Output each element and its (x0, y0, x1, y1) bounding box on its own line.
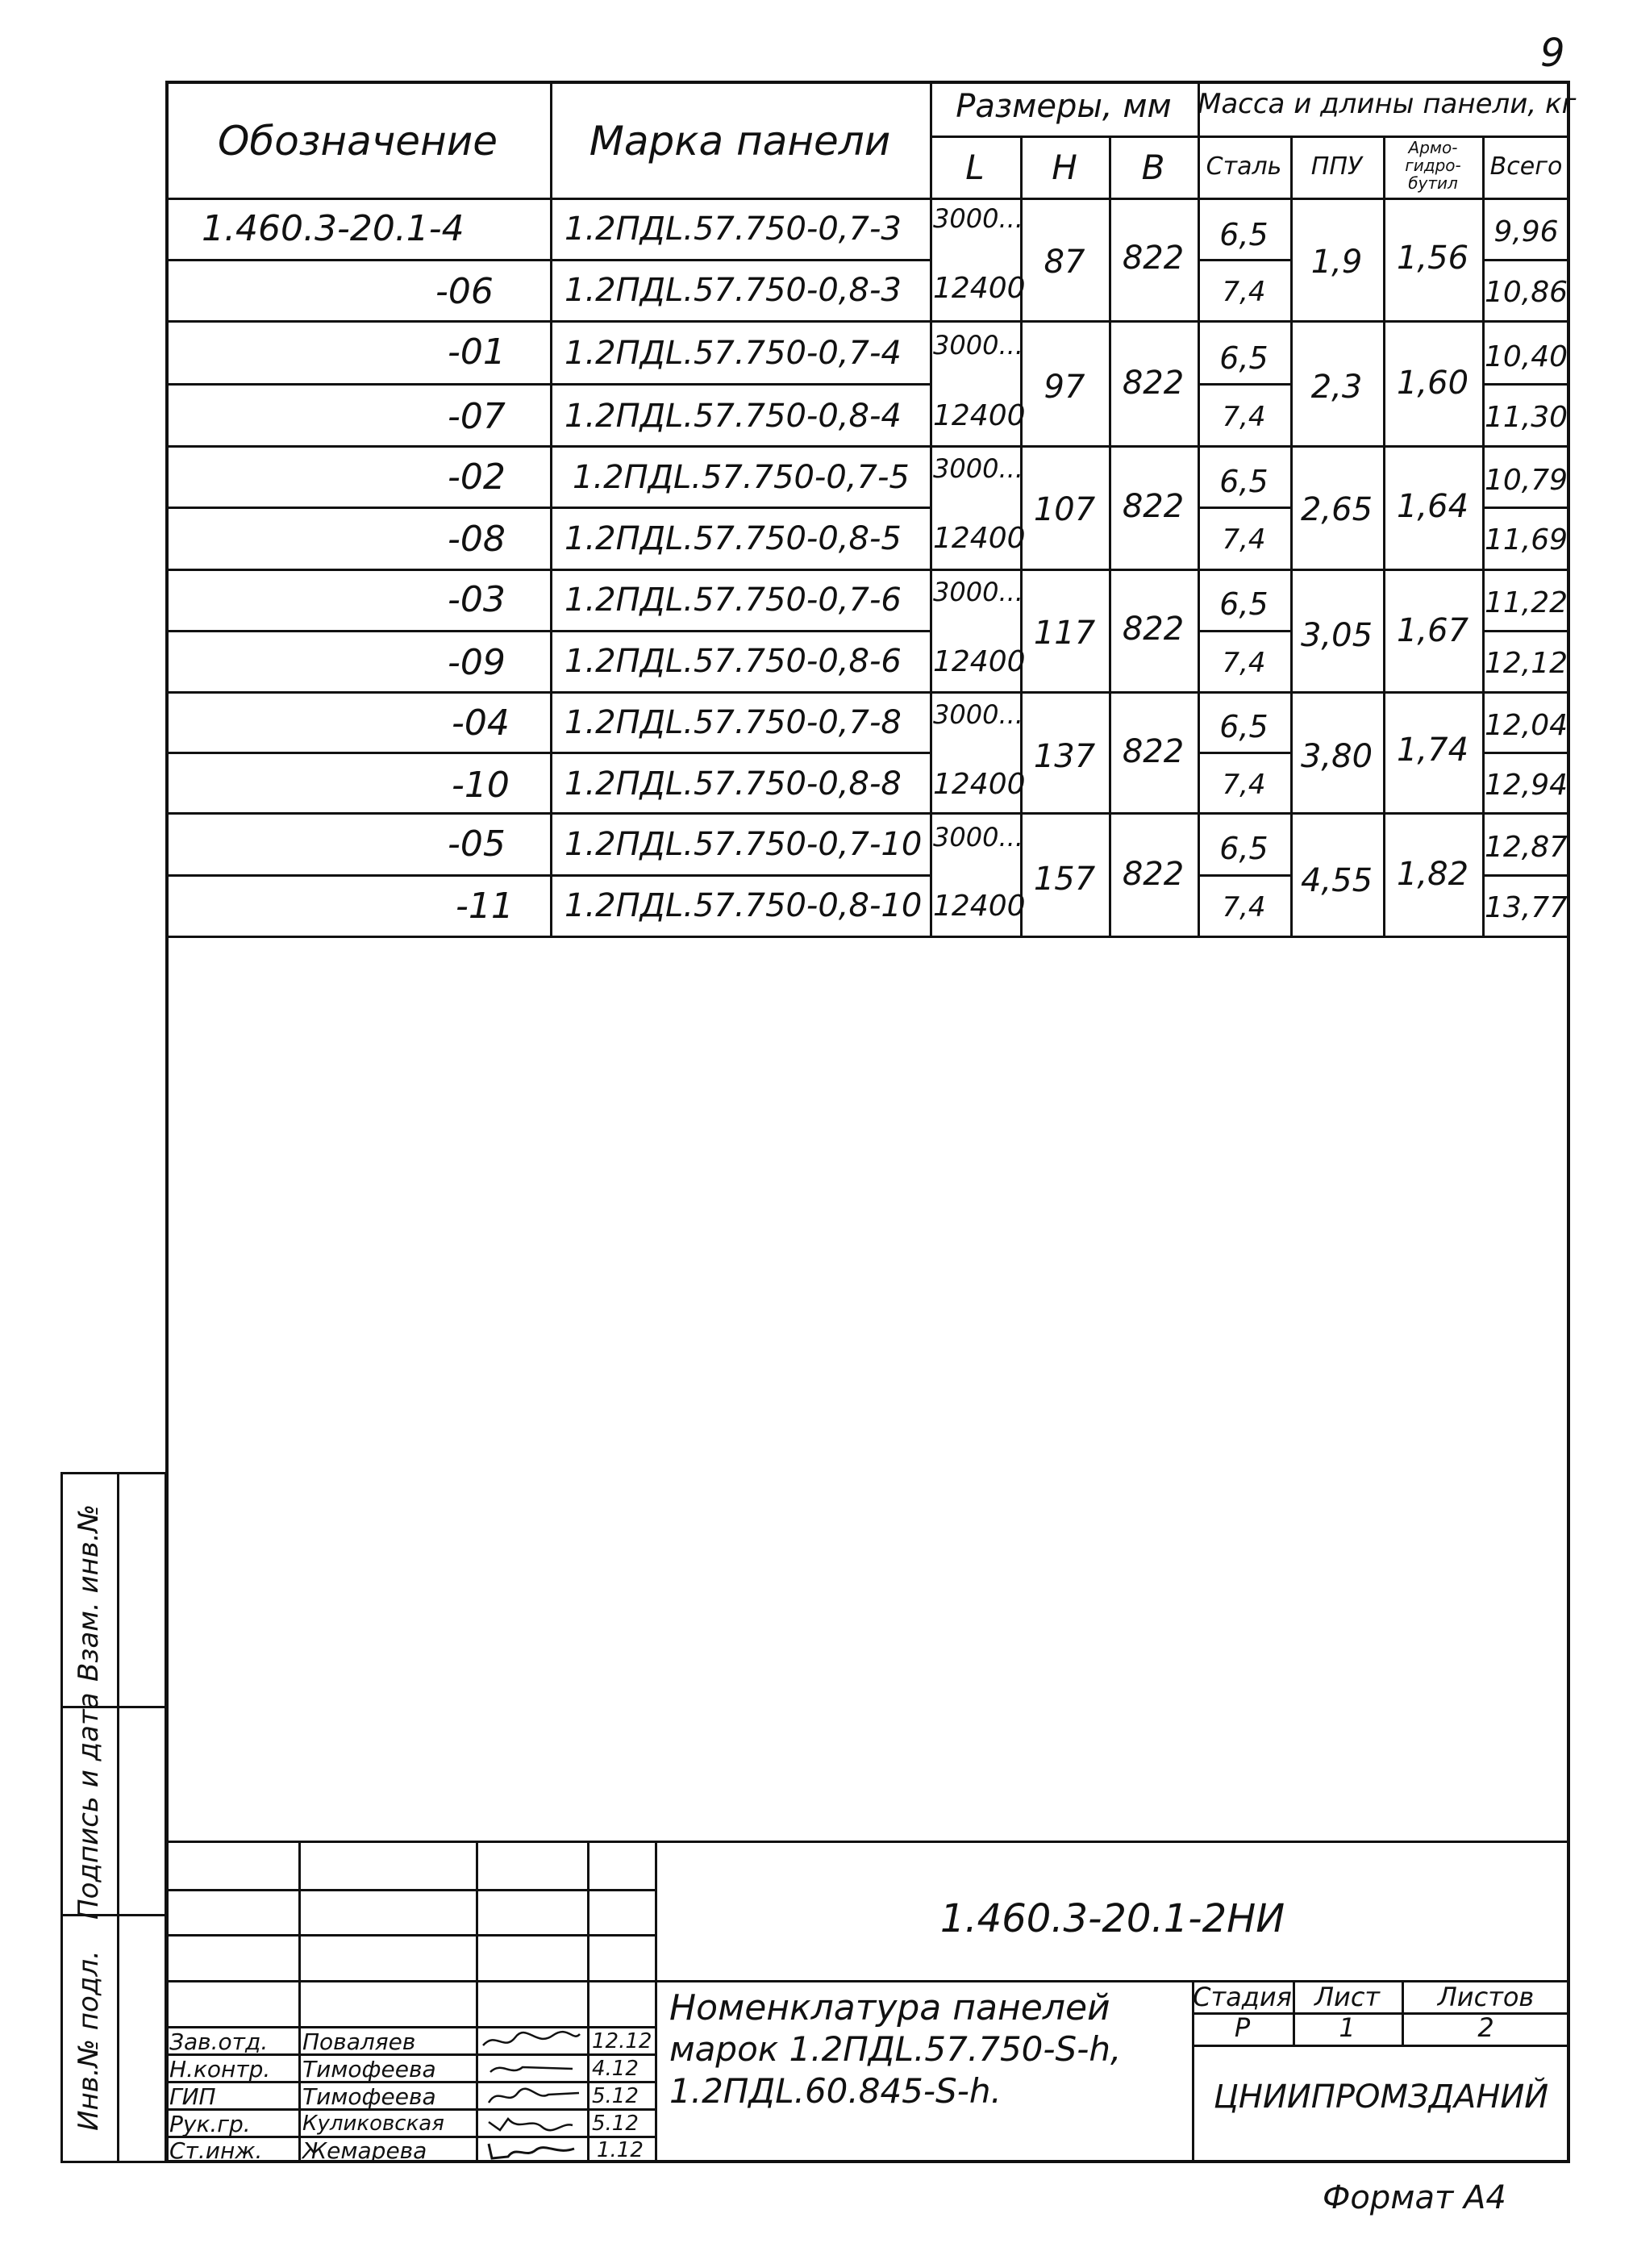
signatory-date: 1.12 (597, 2138, 644, 2162)
mark-cell: 1.2ПДL.57.750-0,8-3 (564, 272, 902, 309)
header-B: B (1141, 148, 1165, 187)
signature-icon (484, 2056, 584, 2080)
length-cell: 3000... (933, 330, 1023, 361)
steel-cell: 7,4 (1222, 769, 1266, 801)
length-cell: 3000... (933, 577, 1023, 607)
mark-cell: 1.2ПДL.57.750-0,7-3 (564, 211, 902, 248)
format-label: Формат А4 (1323, 2179, 1506, 2216)
steel-cell: 7,4 (1222, 401, 1266, 433)
designation-cell: -01 (448, 331, 506, 373)
steel-cell: 6,5 (1219, 217, 1268, 252)
steel-cell: 6,5 (1219, 586, 1268, 622)
height-cell: 87 (1044, 244, 1085, 281)
designation-cell: 1.460.3-20.1-4 (202, 208, 464, 249)
ppu-cell: 2,3 (1310, 369, 1363, 406)
steel-cell: 7,4 (1222, 647, 1266, 679)
sign-date-label: Подпись и дата (73, 1692, 105, 1920)
total-cell: 13,77 (1484, 891, 1568, 924)
width-cell: 822 (1122, 365, 1185, 402)
designation-cell: -06 (435, 271, 494, 312)
ppu-cell: 4,55 (1300, 862, 1373, 899)
length-cell: 12400 (933, 645, 1026, 678)
designation-cell: -07 (448, 396, 506, 437)
steel-cell: 7,4 (1222, 276, 1266, 308)
designation-cell: -09 (448, 642, 506, 683)
header-designation: Обозначение (218, 118, 498, 165)
steel-cell: 6,5 (1219, 831, 1268, 866)
sheet-value: 1 (1339, 2012, 1356, 2043)
armo-cell: 1,60 (1396, 365, 1469, 402)
header-L: L (965, 148, 985, 187)
signatory-name: Тимофеева (302, 2056, 436, 2082)
document-title-line2: марок 1.2ПДL.57.750-S-h, (669, 2029, 1122, 2069)
length-cell: 12400 (933, 890, 1026, 923)
total-cell: 12,12 (1484, 647, 1568, 680)
total-cell: 9,96 (1493, 215, 1559, 248)
mark-cell: 1.2ПДL.57.750-0,7-6 (564, 582, 902, 619)
stage-value: Р (1234, 2012, 1251, 2043)
total-cell: 12,87 (1484, 831, 1568, 864)
width-cell: 822 (1122, 856, 1185, 893)
width-cell: 822 (1122, 488, 1185, 525)
armo-cell: 1,74 (1396, 732, 1469, 769)
signatory-name: Жемарева (302, 2137, 427, 2164)
signatory-role: ГИП (169, 2083, 216, 2110)
document-title: Номенклатура панелей (669, 1987, 1110, 2028)
steel-cell: 7,4 (1222, 891, 1266, 923)
header-ppu: ППУ (1310, 152, 1363, 181)
total-cell: 12,04 (1484, 709, 1568, 742)
header-steel: Сталь (1206, 152, 1282, 181)
side-stamp (60, 1472, 165, 2166)
steel-cell: 7,4 (1222, 523, 1266, 556)
length-cell: 3000... (933, 453, 1023, 484)
signature-icon (484, 2083, 584, 2107)
steel-cell: 6,5 (1219, 709, 1268, 744)
mark-cell: 1.2ПДL.57.750-0,7-8 (564, 704, 902, 741)
signature-icon (484, 2111, 584, 2135)
length-cell: 3000... (933, 203, 1023, 234)
mark-cell: 1.2ПДL.57.750-0,8-10 (564, 887, 923, 924)
width-cell: 822 (1122, 733, 1185, 770)
total-cell: 10,40 (1484, 340, 1568, 373)
header-panel-mark: Марка панели (589, 118, 891, 165)
page-number: 9 (1540, 31, 1565, 76)
mark-cell: 1.2ПДL.57.750-0,7-5 (573, 459, 910, 496)
length-cell: 12400 (933, 768, 1026, 801)
height-cell: 157 (1033, 861, 1096, 898)
total-cell: 11,22 (1484, 586, 1568, 619)
document-code: 1.460.3-20.1-2НИ (939, 1896, 1285, 1941)
ppu-cell: 3,80 (1300, 738, 1373, 775)
signature-icon (480, 2028, 583, 2052)
mark-cell: 1.2ПДL.57.750-0,8-5 (564, 520, 902, 557)
stage-label: Стадия (1193, 1982, 1292, 2012)
signatory-date: 12.12 (592, 2029, 652, 2053)
signatory-role: Рук.гр. (169, 2111, 251, 2137)
length-cell: 12400 (933, 522, 1026, 555)
height-cell: 137 (1033, 738, 1096, 775)
length-cell: 3000... (933, 822, 1023, 853)
signatory-role: Н.контр. (169, 2056, 271, 2082)
height-cell: 117 (1033, 615, 1096, 652)
armo-cell: 1,67 (1396, 612, 1469, 649)
signatory-name: Куликовская (302, 2112, 444, 2136)
mark-cell: 1.2ПДL.57.750-0,8-6 (564, 643, 902, 680)
designation-cell: -05 (448, 823, 506, 865)
designation-cell: -03 (448, 579, 506, 620)
mark-cell: 1.2ПДL.57.750-0,8-8 (564, 765, 902, 803)
signatory-role: Зав.отд. (169, 2028, 269, 2055)
ppu-cell: 2,65 (1300, 491, 1373, 528)
signatory-date: 5.12 (592, 2084, 639, 2108)
signatory-date: 5.12 (592, 2112, 639, 2136)
length-cell: 3000... (933, 699, 1023, 730)
total-cell: 10,79 (1484, 464, 1568, 497)
signatory-name: Тимофеева (302, 2083, 436, 2110)
signatory-role: Ст.инж. (169, 2137, 263, 2164)
designation-cell: -02 (448, 457, 506, 498)
document-title-line3: 1.2ПДL.60.845-S-h. (669, 2071, 1002, 2111)
mark-cell: 1.2ПДL.57.750-0,8-4 (564, 398, 902, 435)
header-armo: Армо-гидро-бутил (1405, 138, 1461, 193)
designation-cell: -11 (456, 886, 514, 927)
header-total: Всего (1489, 152, 1563, 181)
sheet-label: Лист (1314, 1982, 1381, 2012)
armo-cell: 1,82 (1396, 856, 1469, 893)
mark-cell: 1.2ПДL.57.750-0,7-10 (564, 826, 923, 863)
designation-cell: -08 (448, 519, 506, 560)
armo-cell: 1,64 (1396, 488, 1469, 525)
sheets-value: 2 (1477, 2012, 1494, 2043)
ppu-cell: 1,9 (1310, 244, 1363, 281)
height-cell: 97 (1044, 369, 1085, 406)
designation-cell: -04 (452, 702, 510, 744)
steel-cell: 6,5 (1219, 464, 1268, 499)
length-cell: 12400 (933, 272, 1026, 305)
signatory-date: 4.12 (592, 2057, 639, 2081)
header-mass: Масса и длины панели, кг (1198, 88, 1577, 120)
height-cell: 107 (1033, 491, 1096, 528)
organization-name: ЦНИИПРОМЗДАНИЙ (1213, 2078, 1549, 2116)
steel-cell: 6,5 (1219, 340, 1268, 376)
signature-icon (484, 2137, 584, 2162)
mark-cell: 1.2ПДL.57.750-0,7-4 (564, 335, 902, 372)
ppu-cell: 3,05 (1300, 617, 1373, 654)
width-cell: 822 (1122, 611, 1185, 648)
header-H: H (1052, 148, 1077, 187)
header-dimensions: Размеры, мм (956, 88, 1172, 125)
total-cell: 11,30 (1484, 401, 1568, 434)
sheets-label: Листов (1437, 1982, 1535, 2012)
total-cell: 12,94 (1484, 769, 1568, 802)
width-cell: 822 (1122, 240, 1185, 277)
total-cell: 10,86 (1484, 276, 1568, 309)
replace-inv-label: Взам. инв.№ (73, 1503, 105, 1682)
armo-cell: 1,56 (1396, 240, 1469, 277)
signatory-name: Поваляев (302, 2028, 416, 2055)
inv-orig-label: Инв.№ подл. (73, 1950, 105, 2131)
total-cell: 11,69 (1484, 523, 1568, 557)
length-cell: 12400 (933, 399, 1026, 432)
designation-cell: -10 (452, 765, 510, 806)
